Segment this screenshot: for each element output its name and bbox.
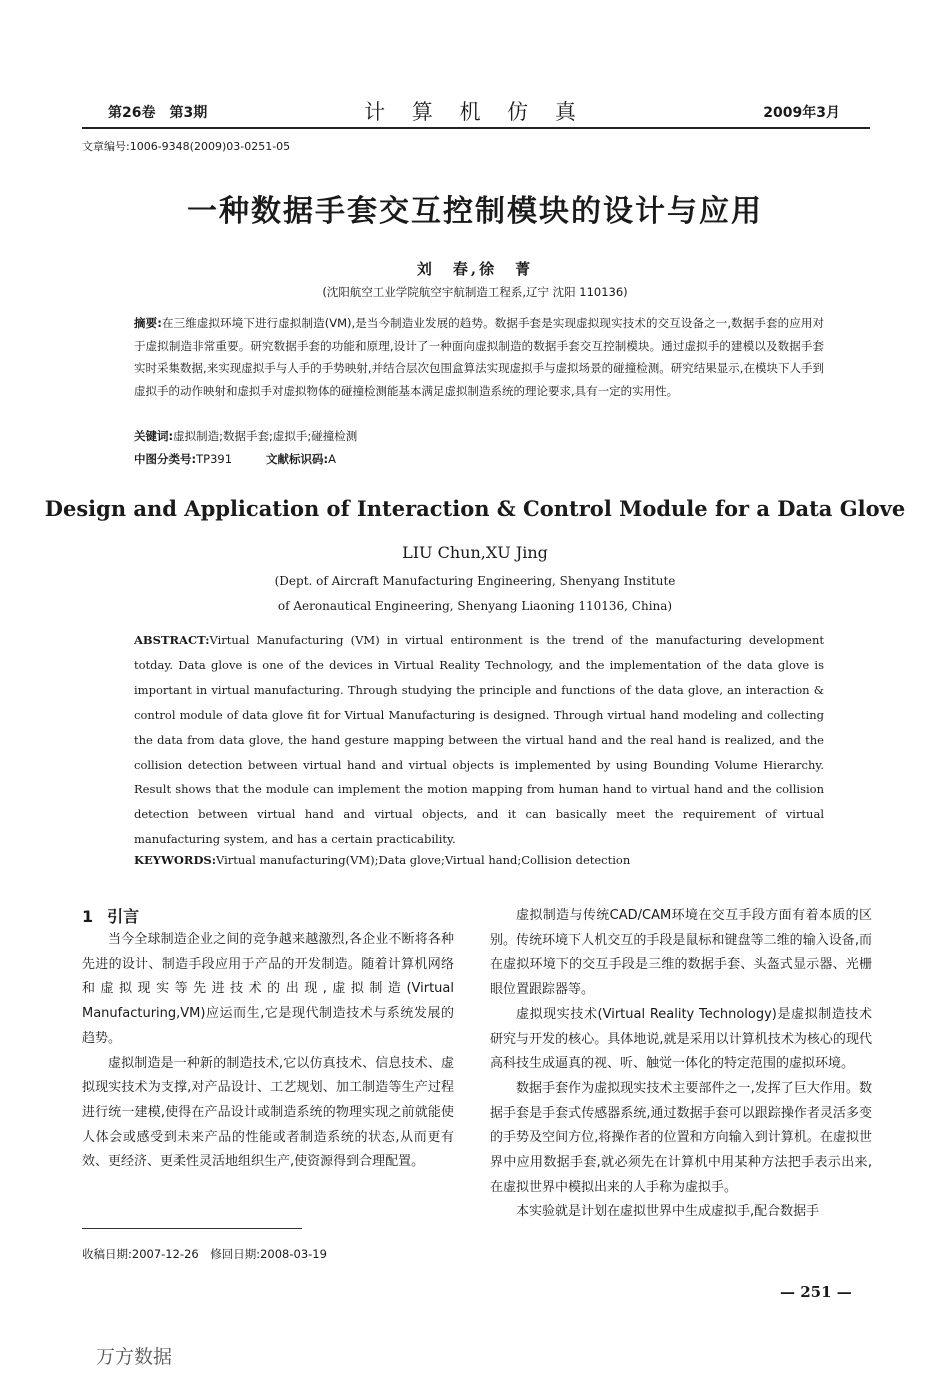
clc-value: TP391 [196, 452, 233, 466]
doc-code-value: A [328, 452, 337, 466]
right-column [490, 904, 872, 1225]
clc-label: 中图分类号: [134, 452, 197, 466]
paragraph: 本实验就是计划在虚拟世界中生成虚拟手,配合数据手 [516, 1204, 820, 1220]
keywords-english-text: Virtual manufacturing(VM);Data glove;Virtual hand;Collision detection [215, 853, 631, 867]
affiliation-chinese: (沈阳航空工业学院航空宇航制造工程系,辽宁 沈阳 110136) [322, 285, 628, 299]
doc-code-label: 文献标识码: [266, 452, 329, 466]
left-column [82, 928, 454, 1175]
affiliation-english-line1: (Dept. of Aircraft Manufacturing Engineering, Shenyang Institute [274, 574, 676, 588]
keywords-chinese [134, 428, 357, 444]
paragraph: 当今全球制造企业之间的竞争越来越激烈,各企业不断将各种先进的设计、制造手段应用于产品的开发制造。随着计算机网络和虚拟现实等先进技术的出现,虚拟制造(Virtual Manufacturing,VM)应运而生,它是现代制造技术与系统发展的趋势。 [82, 932, 454, 1046]
footnote-dates: 收稿日期:2007-12-26 修回日期:2008-03-19 [82, 1247, 327, 1261]
keywords-english-label: KEYWORDS: [134, 853, 216, 867]
abstract-english [134, 628, 824, 852]
affiliation-english-line2: of Aeronautical Engineering, Shenyang Liaoning 110136, China) [277, 599, 673, 613]
volume-issue: 第26卷 第3期 [108, 105, 208, 121]
authors-english: LIU Chun,XU Jing [402, 543, 548, 562]
authors-chinese: 刘 春,徐 菁 [416, 260, 534, 278]
section-number: 1 [82, 907, 94, 926]
page-number: — 251 — [780, 1283, 852, 1301]
abstract-chinese-label: 摘要: [134, 316, 162, 330]
watermark: 万方数据 [96, 1346, 173, 1368]
paragraph: 虚拟制造与传统CAD/CAM环境在交互手段方面有着本质的区别。传统环境下人机交互的手段是鼠标和键盘等二维的输入设备,而在虚拟环境下的交互手段是三维的数据手套、头盔式显示器、光栅眼位置跟踪器等。 [490, 908, 872, 998]
keywords-english [134, 853, 630, 867]
paragraph: 数据手套作为虚拟现实技术主要部件之一,发挥了巨大作用。数据手套是手套式传感器系统,通过数据手套可以跟踪操作者灵活多变的手势及空间方位,将操作者的位置和方向输入到计算机。在虚拟世界中应用数据手套,就必须先在计算机中用某种方法把手表示出来,在虚拟世界中模拟出来的人手称为虚拟手。 [490, 1080, 872, 1195]
issue-date: 2009年3月 [763, 105, 840, 121]
journal-name: 计 算 机 仿 真 [364, 100, 586, 124]
header-rule [82, 127, 870, 129]
classification-chinese [134, 451, 336, 467]
abstract-english-label: ABSTRACT: [134, 633, 210, 647]
paragraph: 虚拟制造是一种新的制造技术,它以仿真技术、信息技术、虚拟现实技术为支撑,对产品设计、工艺规划、加工制造等生产过程进行统一建模,使得在产品设计或制造系统的物理实现之前就能使人体会或感受到未来产品的性能或者制造系统的状态,从而更有效、更经济、更柔性灵活地组织生产,使资源得到合理配置。 [82, 1055, 454, 1170]
keywords-chinese-label: 关键词: [134, 429, 174, 443]
section-title: 引言 [107, 907, 140, 926]
section-heading [82, 904, 139, 927]
abstract-english-text: Virtual Manufacturing (VM) in virtual entironment is the trend of the manufacturing development totday. Data glove is one of the devices in Virtual Reality Technology, and the implementation of the data glove is important in virtual manufacturing. Through studying the principle and functions of the data glove, an interaction & control module of data glove fit for Virtual Manufacturing is designed. Through virtual hand modeling and collecting the data from data glove, the hand gesture mapping between the virtual hand and the real hand is realized, and the collision detection between virtual hand and virtual objects is implemented by using Bounding Volume Hierarchy. Result shows that the module can implement the motion mapping from human hand to virtual hand and the collision detection between virtual hand and virtual objects, and it can basically meet the requirement of virtual manufacturing system, and has a certain practicability. [134, 633, 824, 847]
title-english: Design and Application of Interaction & Control Module for a Data Glove [44, 496, 906, 521]
keywords-chinese-text: 虚拟制造;数据手套;虚拟手;碰撞检测 [173, 429, 358, 443]
article-number: 文章编号:1006-9348(2009)03-0251-05 [82, 140, 291, 153]
paragraph: 虚拟现实技术(Virtual Reality Technology)是虚拟制造技术研究与开发的核心。具体地说,就是采用以计算机技术为核心的现代高科技生成逼真的视、听、触觉一体化的特定范围的虚拟环境。 [490, 1006, 872, 1072]
footnote-rule [82, 1228, 302, 1229]
abstract-chinese [134, 312, 824, 402]
abstract-chinese-text: 在三维虚拟环境下进行虚拟制造(VM),是当今制造业发展的趋势。数据手套是实现虚拟现实技术的交互设备之一,数据手套的应用对于虚拟制造非常重要。研究数据手套的功能和原理,设计了一种面向虚拟制造的数据手套交互控制模块。通过虚拟手的建模以及数据手套实时采集数据,来实现虚拟手与人手的手势映射,并结合层次包围盒算法实现虚拟手与虚拟场景的碰撞检测。研究结果显示,在模块下人手到虚拟手的动作映射和虚拟手对虚拟物体的碰撞检测能基本满足虚拟制造系统的理论要求,具有一定的实用性。 [134, 316, 824, 398]
title-chinese: 一种数据手套交互控制模块的设计与应用 [187, 194, 763, 229]
